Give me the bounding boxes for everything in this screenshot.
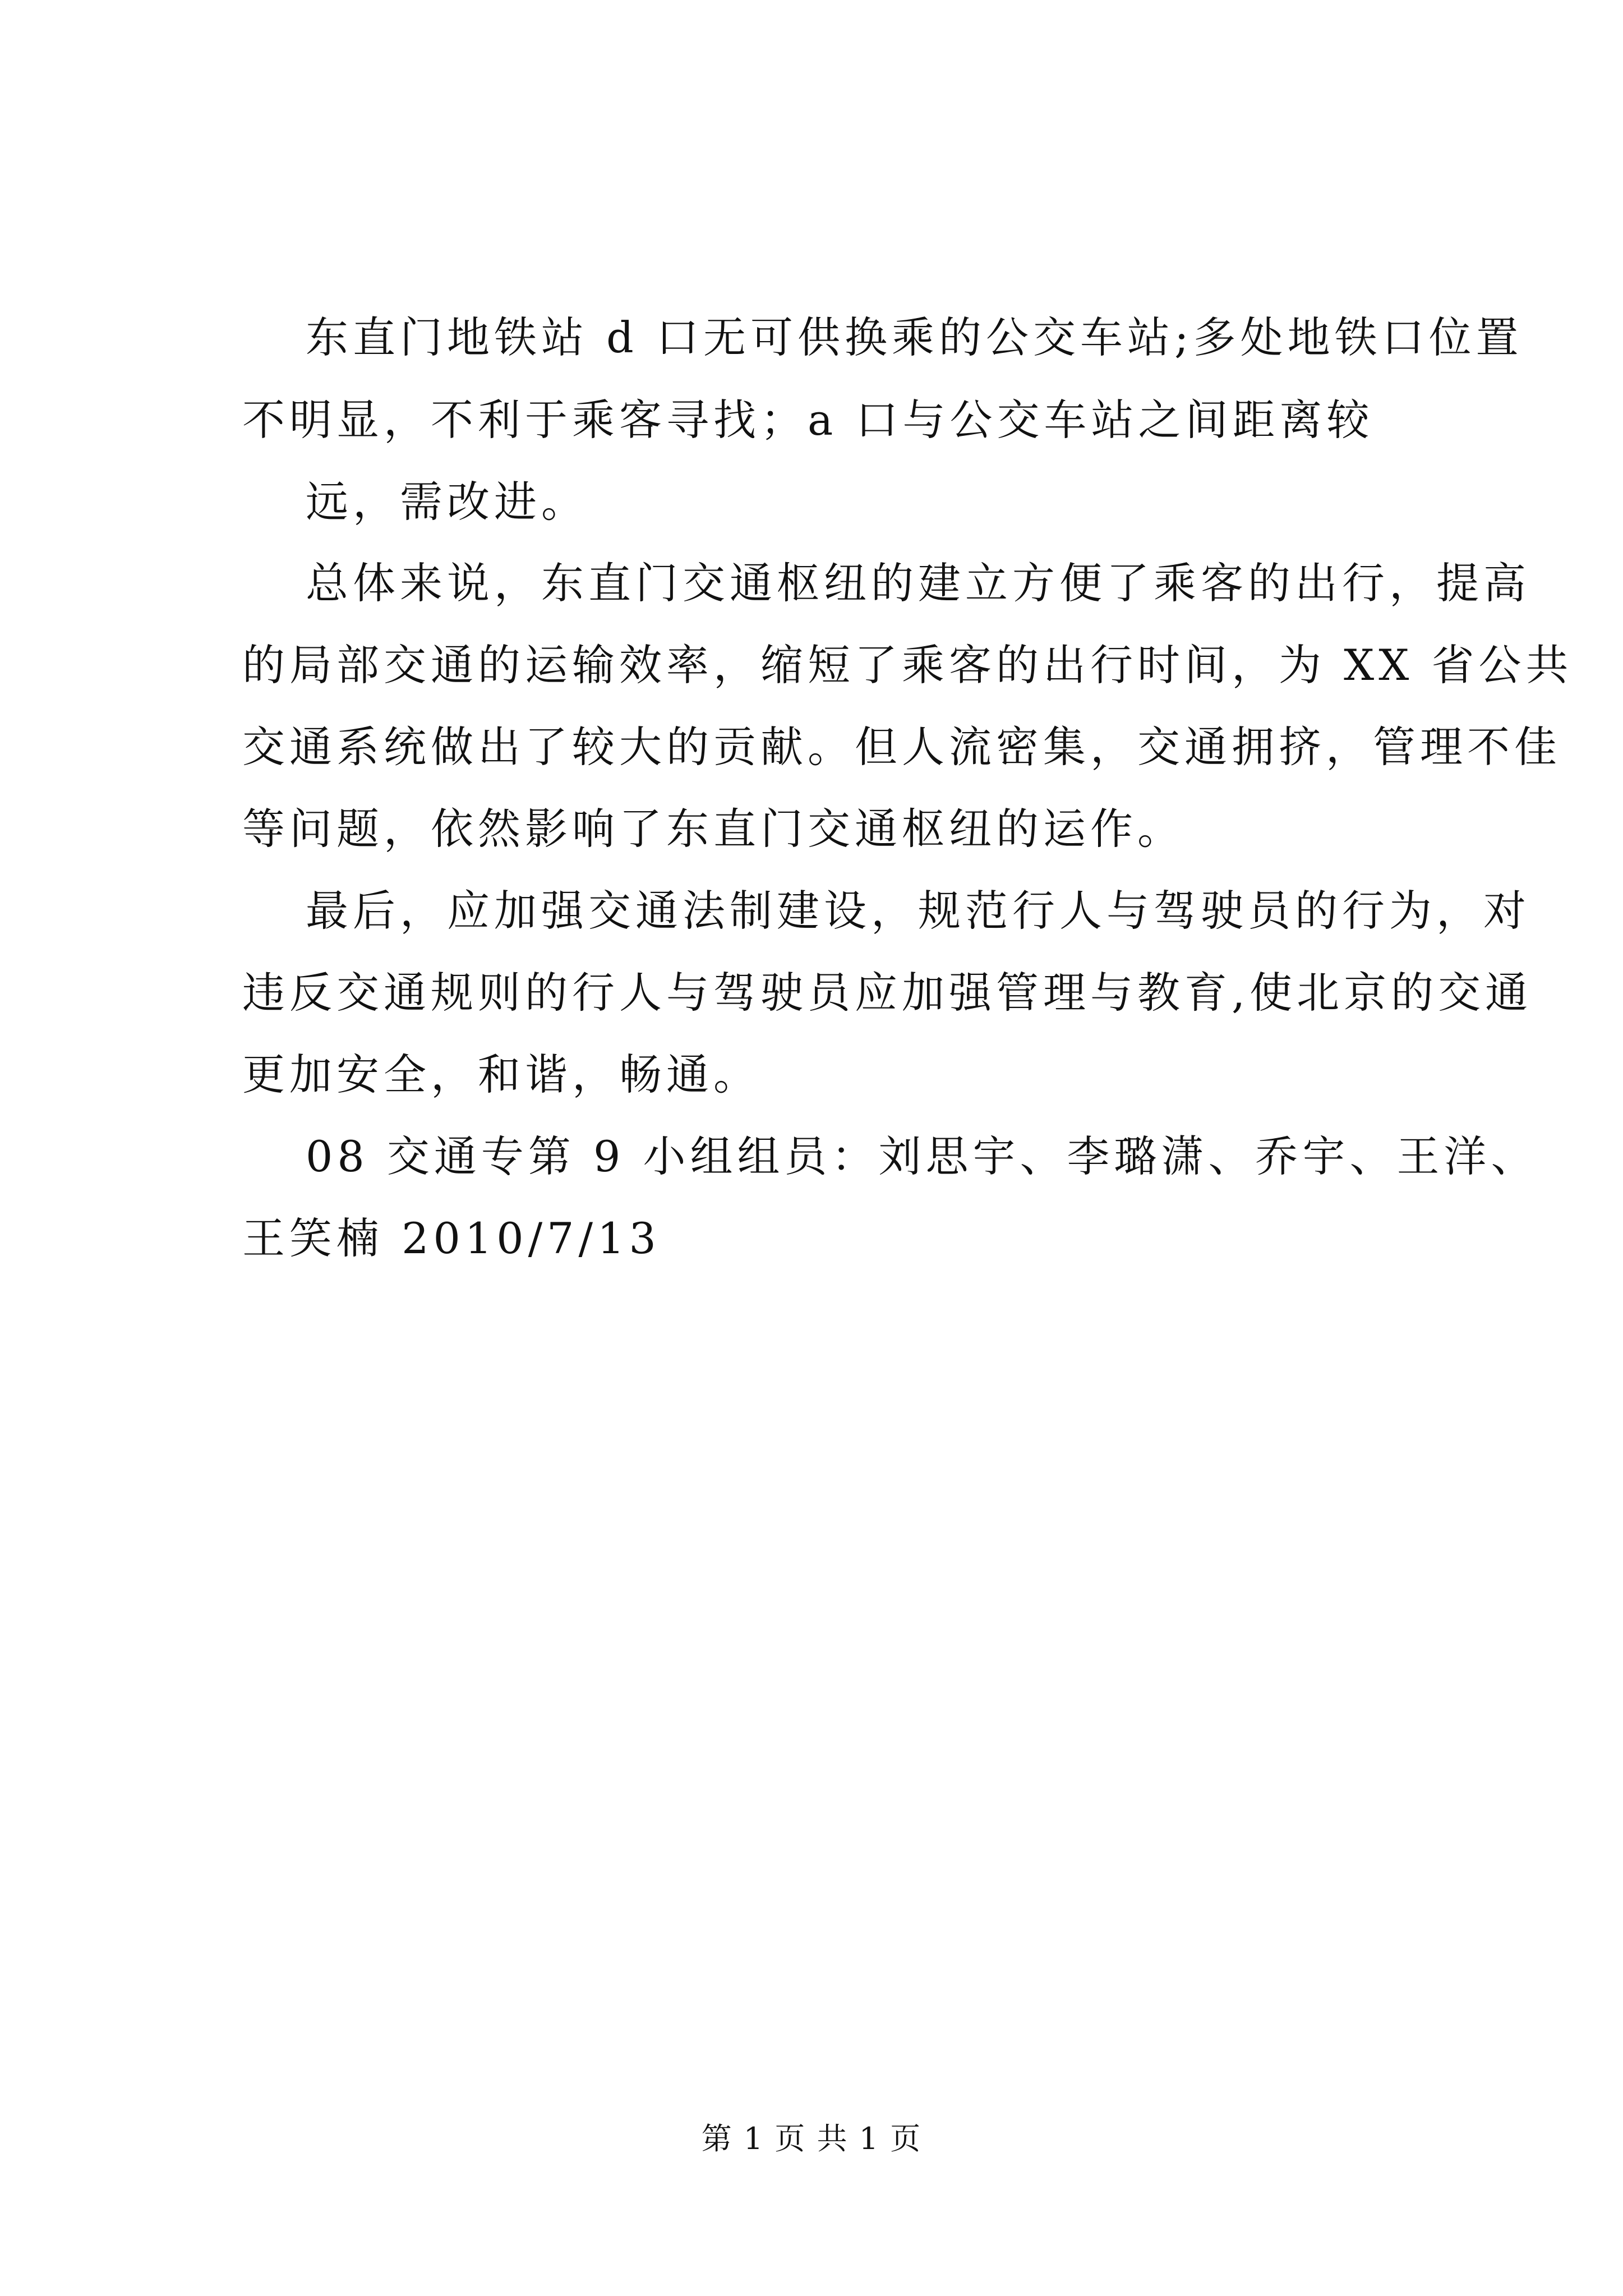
paragraph-2-line-1: 远，需改进。: [306, 477, 588, 527]
paragraph-3-line-3: 交通系统做出了较大的贡献。但人流密集，交通拥挤，管理不佳: [242, 722, 1561, 772]
paragraph-4-line-1: 最后，应加强交通法制建设，规范行人与驾驶员的行为，对: [306, 886, 1530, 936]
paragraph-4-line-2: 违反交通规则的行人与驾驶员应加强管理与教育,使北京的交通: [242, 968, 1533, 1018]
paragraph-3-line-1: 总体来说，东直门交通枢纽的建立方便了乘客的出行，提高: [306, 558, 1530, 608]
paragraph-5-line-1: 08 交通专第 9 小组组员：刘思宇、李璐潇、乔宇、王洋、: [306, 1131, 1538, 1181]
paragraph-5-line-2: 王笑楠 2010/7/13: [242, 1213, 661, 1263]
paragraph-1-line-1: 东直门地铁站 d 口无可供换乘的公交车站;多处地铁口位置: [306, 312, 1523, 362]
paragraph-1-line-2: 不明显，不利于乘客寻找；a 口与公交车站之间距离较: [242, 395, 1374, 445]
paragraph-4-line-3: 更加安全，和谐，畅通。: [242, 1050, 760, 1099]
page-footer: 第 1 页 共 1 页: [701, 2121, 922, 2156]
paragraph-3-line-4: 等问题，依然影响了东直门交通枢纽的运作。: [242, 804, 1184, 854]
paragraph-3-line-2: 的局部交通的运输效率，缩短了乘客的出行时间，为 XX 省公共: [242, 640, 1573, 690]
